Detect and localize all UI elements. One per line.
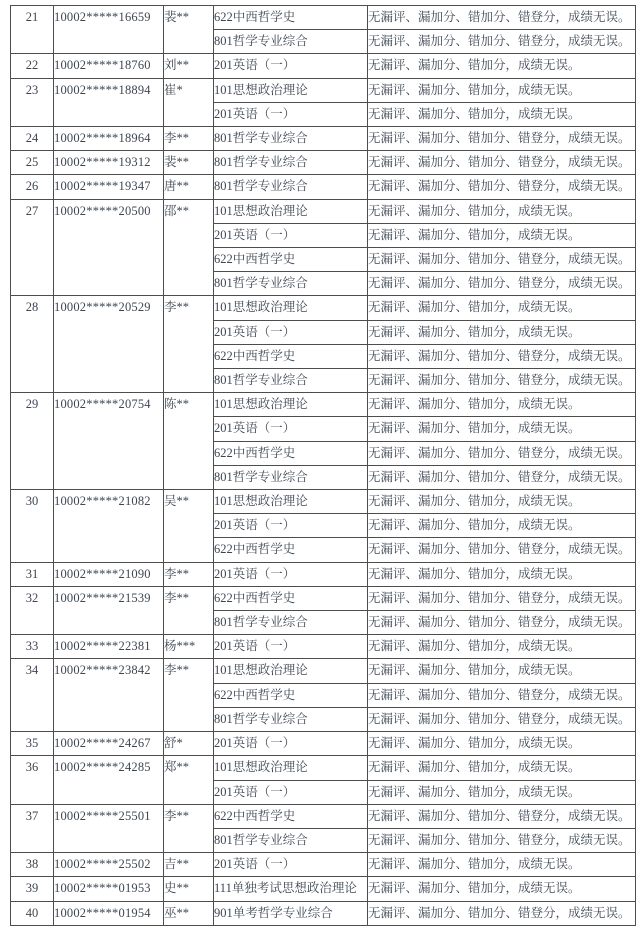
candidate-name-cell: 李** (164, 804, 214, 852)
subject-cell: 801哲学专业综合 (214, 369, 368, 393)
table-row (11, 901, 636, 925)
candidate-id-cell: 10002*****16659 (54, 6, 164, 54)
review-result-cell: 无漏评、漏加分、错加分、错登分，成绩无误。 (368, 611, 636, 635)
review-result-cell: 无漏评、漏加分、错加分、错登分，成绩无误。 (368, 127, 636, 151)
review-result-cell: 无漏评、漏加分、错加分、错登分，成绩无误。 (368, 344, 636, 368)
review-result-cell: 无漏评、漏加分、错加分，成绩无误。 (368, 780, 636, 804)
candidate-name-cell: 崔* (164, 78, 214, 126)
row-number-cell: 25 (11, 151, 54, 175)
candidate-name-cell: 李** (164, 127, 214, 151)
table-row (11, 199, 636, 223)
review-result-cell: 无漏评、漏加分、错加分、错登分，成绩无误。 (368, 804, 636, 828)
review-result-cell: 无漏评、漏加分、错加分，成绩无误。 (368, 490, 636, 514)
row-number-cell: 24 (11, 127, 54, 151)
row-number-cell: 40 (11, 901, 54, 925)
review-result-cell: 无漏评、漏加分、错加分、错登分，成绩无误。 (368, 151, 636, 175)
candidate-id-cell: 10002*****25501 (54, 804, 164, 852)
review-result-cell: 无漏评、漏加分、错加分，成绩无误。 (368, 732, 636, 756)
subject-cell: 622中西哲学史 (214, 683, 368, 707)
subject-cell: 101思想政治理论 (214, 490, 368, 514)
candidate-id-cell: 10002*****18964 (54, 127, 164, 151)
candidate-name-cell: 郑** (164, 756, 214, 804)
row-number-cell: 31 (11, 562, 54, 586)
subject-cell: 801哲学专业综合 (214, 30, 368, 54)
subject-cell: 101思想政治理论 (214, 393, 368, 417)
subject-cell: 101思想政治理论 (214, 296, 368, 320)
subject-cell: 622中西哲学史 (214, 248, 368, 272)
review-result-cell: 无漏评、漏加分、错加分、错登分，成绩无误。 (368, 707, 636, 731)
row-number-cell: 36 (11, 756, 54, 804)
subject-cell: 101思想政治理论 (214, 659, 368, 683)
candidate-id-cell: 10002*****25502 (54, 853, 164, 877)
review-result-cell: 无漏评、漏加分、错加分、错登分，成绩无误。 (368, 828, 636, 852)
candidate-name-cell: 李** (164, 562, 214, 586)
table-row (11, 635, 636, 659)
candidate-name-cell: 舒* (164, 732, 214, 756)
review-result-cell: 无漏评、漏加分、错加分，成绩无误。 (368, 296, 636, 320)
review-result-cell: 无漏评、漏加分、错加分，成绩无误。 (368, 877, 636, 901)
review-result-cell: 无漏评、漏加分、错加分，成绩无误。 (368, 54, 636, 78)
subject-cell: 201英语（一） (214, 732, 368, 756)
review-result-cell: 无漏评、漏加分、错加分，成绩无误。 (368, 853, 636, 877)
row-number-cell: 37 (11, 804, 54, 852)
subject-cell: 622中西哲学史 (214, 344, 368, 368)
subject-cell: 622中西哲学史 (214, 586, 368, 610)
candidate-name-cell: 李** (164, 296, 214, 393)
table-row (11, 393, 636, 417)
review-result-cell: 无漏评、漏加分、错加分，成绩无误。 (368, 223, 636, 247)
candidate-id-cell: 10002*****19347 (54, 175, 164, 199)
review-result-cell: 无漏评、漏加分、错加分，成绩无误。 (368, 756, 636, 780)
review-result-cell: 无漏评、漏加分、错加分、错登分，成绩无误。 (368, 441, 636, 465)
review-result-cell: 无漏评、漏加分、错加分，成绩无误。 (368, 320, 636, 344)
review-result-cell: 无漏评、漏加分、错加分，成绩无误。 (368, 635, 636, 659)
review-result-cell: 无漏评、漏加分、错加分、错登分，成绩无误。 (368, 175, 636, 199)
subject-cell: 201英语（一） (214, 102, 368, 126)
subject-cell: 801哲学专业综合 (214, 611, 368, 635)
subject-cell: 101思想政治理论 (214, 199, 368, 223)
table-row (11, 490, 636, 514)
row-number-cell: 21 (11, 6, 54, 54)
review-result-cell: 无漏评、漏加分、错加分、错登分，成绩无误。 (368, 30, 636, 54)
candidate-id-cell: 10002*****20500 (54, 199, 164, 296)
table-row (11, 6, 636, 30)
table-row (11, 562, 636, 586)
row-number-cell: 35 (11, 732, 54, 756)
subject-cell: 201英语（一） (214, 780, 368, 804)
candidate-name-cell: 唐** (164, 175, 214, 199)
candidate-id-cell: 10002*****24285 (54, 756, 164, 804)
review-result-cell: 无漏评、漏加分、错加分、错登分，成绩无误。 (368, 465, 636, 489)
candidate-id-cell: 10002*****18760 (54, 54, 164, 78)
subject-cell: 201英语（一） (214, 320, 368, 344)
subject-cell: 201英语（一） (214, 54, 368, 78)
subject-cell: 801哲学专业综合 (214, 127, 368, 151)
subject-cell: 901单考哲学专业综合 (214, 901, 368, 925)
subject-cell: 101思想政治理论 (214, 78, 368, 102)
table-row (11, 659, 636, 683)
review-result-cell: 无漏评、漏加分、错加分、错登分，成绩无误。 (368, 901, 636, 925)
subject-cell: 801哲学专业综合 (214, 465, 368, 489)
candidate-id-cell: 10002*****18894 (54, 78, 164, 126)
candidate-name-cell: 裴** (164, 6, 214, 54)
row-number-cell: 34 (11, 659, 54, 732)
subject-cell: 801哲学专业综合 (214, 272, 368, 296)
review-result-cell: 无漏评、漏加分、错加分、错登分，成绩无误。 (368, 369, 636, 393)
subject-cell: 622中西哲学史 (214, 804, 368, 828)
candidate-id-cell: 10002*****20529 (54, 296, 164, 393)
candidate-name-cell: 巫** (164, 901, 214, 925)
review-result-cell: 无漏评、漏加分、错加分、错登分，成绩无误。 (368, 248, 636, 272)
review-result-cell: 无漏评、漏加分、错加分，成绩无误。 (368, 199, 636, 223)
subject-cell: 101思想政治理论 (214, 756, 368, 780)
subject-cell: 111单独考试思想政治理论 (214, 877, 368, 901)
review-result-cell: 无漏评、漏加分、错加分、错登分，成绩无误。 (368, 538, 636, 562)
review-result-cell: 无漏评、漏加分、错加分、错登分，成绩无误。 (368, 272, 636, 296)
review-result-cell: 无漏评、漏加分、错加分、错登分，成绩无误。 (368, 683, 636, 707)
subject-cell: 801哲学专业综合 (214, 828, 368, 852)
candidate-id-cell: 10002*****21082 (54, 490, 164, 563)
candidate-name-cell: 吉** (164, 853, 214, 877)
candidate-name-cell: 李** (164, 659, 214, 732)
candidate-name-cell: 李** (164, 586, 214, 634)
row-number-cell: 30 (11, 490, 54, 563)
subject-cell: 201英语（一） (214, 635, 368, 659)
candidate-id-cell: 10002*****22381 (54, 635, 164, 659)
table-row (11, 804, 636, 828)
subject-cell: 201英语（一） (214, 562, 368, 586)
subject-cell: 801哲学专业综合 (214, 175, 368, 199)
table-row (11, 175, 636, 199)
candidate-name-cell: 裴** (164, 151, 214, 175)
table-row (11, 78, 636, 102)
table-row (11, 54, 636, 78)
candidate-id-cell: 10002*****20754 (54, 393, 164, 490)
review-result-cell: 无漏评、漏加分、错加分、错登分，成绩无误。 (368, 6, 636, 30)
score-review-table (10, 5, 636, 926)
review-result-cell: 无漏评、漏加分、错加分，成绩无误。 (368, 417, 636, 441)
score-review-table-container (10, 5, 636, 926)
table-row (11, 127, 636, 151)
table-row (11, 732, 636, 756)
table-row (11, 151, 636, 175)
row-number-cell: 39 (11, 877, 54, 901)
row-number-cell: 28 (11, 296, 54, 393)
review-result-cell: 无漏评、漏加分、错加分，成绩无误。 (368, 102, 636, 126)
candidate-id-cell: 10002*****23842 (54, 659, 164, 732)
review-result-cell: 无漏评、漏加分、错加分，成绩无误。 (368, 78, 636, 102)
review-result-cell: 无漏评、漏加分、错加分，成绩无误。 (368, 514, 636, 538)
review-result-cell: 无漏评、漏加分、错加分，成绩无误。 (368, 562, 636, 586)
row-number-cell: 23 (11, 78, 54, 126)
candidate-id-cell: 10002*****21539 (54, 586, 164, 634)
row-number-cell: 22 (11, 54, 54, 78)
row-number-cell: 38 (11, 853, 54, 877)
review-result-cell: 无漏评、漏加分、错加分、错登分，成绩无误。 (368, 586, 636, 610)
subject-cell: 201英语（一） (214, 853, 368, 877)
candidate-name-cell: 邵** (164, 199, 214, 296)
table-row (11, 853, 636, 877)
subject-cell: 801哲学专业综合 (214, 707, 368, 731)
table-body (11, 6, 636, 926)
subject-cell: 622中西哲学史 (214, 6, 368, 30)
candidate-name-cell: 陈** (164, 393, 214, 490)
candidate-id-cell: 10002*****01954 (54, 901, 164, 925)
subject-cell: 201英语（一） (214, 514, 368, 538)
subject-cell: 201英语（一） (214, 223, 368, 247)
review-result-cell: 无漏评、漏加分、错加分，成绩无误。 (368, 659, 636, 683)
row-number-cell: 29 (11, 393, 54, 490)
table-row (11, 586, 636, 610)
subject-cell: 622中西哲学史 (214, 538, 368, 562)
candidate-name-cell: 史** (164, 877, 214, 901)
candidate-id-cell: 10002*****19312 (54, 151, 164, 175)
candidate-name-cell: 杨*** (164, 635, 214, 659)
row-number-cell: 33 (11, 635, 54, 659)
review-result-cell: 无漏评、漏加分、错加分，成绩无误。 (368, 393, 636, 417)
candidate-name-cell: 吴** (164, 490, 214, 563)
table-row (11, 756, 636, 780)
subject-cell: 801哲学专业综合 (214, 151, 368, 175)
candidate-id-cell: 10002*****01953 (54, 877, 164, 901)
row-number-cell: 27 (11, 199, 54, 296)
row-number-cell: 32 (11, 586, 54, 634)
table-row (11, 296, 636, 320)
candidate-id-cell: 10002*****21090 (54, 562, 164, 586)
row-number-cell: 26 (11, 175, 54, 199)
candidate-name-cell: 刘** (164, 54, 214, 78)
subject-cell: 622中西哲学史 (214, 441, 368, 465)
subject-cell: 201英语（一） (214, 417, 368, 441)
table-row (11, 877, 636, 901)
candidate-id-cell: 10002*****24267 (54, 732, 164, 756)
